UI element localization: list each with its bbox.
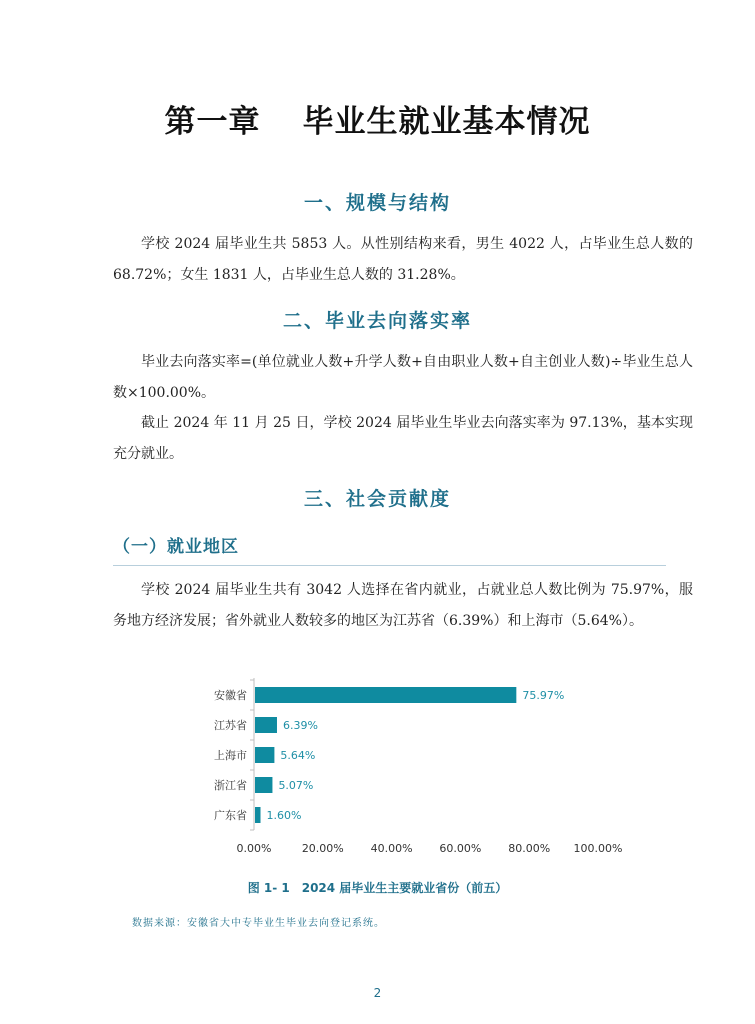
subsection-title-region: （一）就业地区 [113,537,239,557]
category-label: 上海市 [214,749,247,762]
figure-caption: 图 1- 1 2024 届毕业生主要就业省份（前五） [247,881,508,895]
bar [255,777,272,793]
chapter-title [0,96,755,141]
x-tick-label: 20.00% [301,842,344,855]
category-label: 浙江省 [214,779,247,792]
data-source-note: 数据来源：安徽省大中专毕业生毕业去向登记系统。 [132,918,385,929]
bar [255,807,261,823]
x-tick-label: 80.00% [508,842,551,855]
paragraph-region: 学校 2024 届毕业生共有 3042 人选择在省内就业，占就业总人数比例为 75.97%，服务地方经济发展；省外就业人数较多的地区为江苏省（6.39%）和上海市（5.64%）。 [113,582,693,629]
chapter-name: 毕业生就业基本情况 [302,104,591,140]
employment-province-chart [195,672,635,862]
value-label: 75.97% [522,689,565,702]
x-tick-label: 40.00% [370,842,413,855]
x-tick-label: 100.00% [573,842,623,855]
category-label: 江苏省 [214,719,247,732]
paragraph-scale: 学校 2024 届毕业生共 5853 人。从性别结构来看，男生 4022 人，占毕业生总人数的 68.72%；女生 1831 人，占毕业生总人数的 31.28%。 [113,236,693,283]
category-label: 广东省 [214,809,247,822]
page-number: 2 [373,986,382,1000]
bar [255,717,277,733]
x-tick-label: 60.00% [439,842,482,855]
section-title-scale: 一、规模与结构 [303,192,451,214]
paragraph-rate-value: 截止 2024 年 11 月 25 日，学校 2024 届毕业生毕业去向落实率为 97.13%，基本实现充分就业。 [113,415,693,462]
bar [255,687,516,703]
value-label: 5.07% [278,779,314,792]
bar-chart-svg [195,672,635,862]
chapter-number: 第一章 [164,104,261,140]
x-tick-label: 0.00% [236,842,272,855]
paragraph-rate-formula: 毕业去向落实率=(单位就业人数+升学人数+自由职业人数+自主创业人数)÷毕业生总人数×100.00%。 [113,354,693,401]
bar [255,747,274,763]
category-label: 安徽省 [214,689,247,702]
subsection-divider [113,565,666,566]
section-title-placement-rate: 二、毕业去向落实率 [282,310,472,332]
value-label: 6.39% [282,719,318,732]
value-label: 5.64% [280,749,316,762]
value-label: 1.60% [266,809,302,822]
section-title-contribution: 三、社会贡献度 [303,488,451,510]
